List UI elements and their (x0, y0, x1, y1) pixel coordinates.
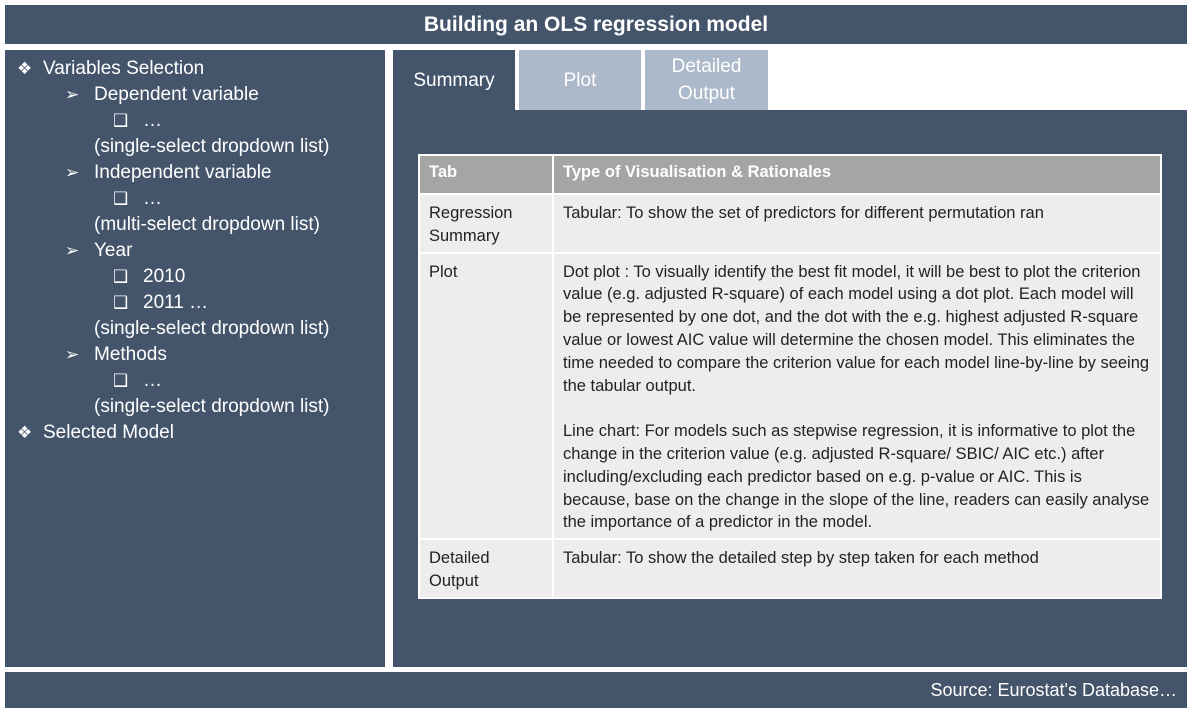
table-cell-tab: Detailed Output (419, 539, 553, 598)
dependent-variable-option-label: … (143, 110, 162, 131)
checkbox-icon[interactable]: ❑ (113, 267, 129, 286)
tab-detailed-output[interactable] (645, 50, 768, 110)
selected-model-label: Selected Model (43, 422, 174, 443)
tab-detailed-output-label: Detailed Output (671, 56, 742, 104)
table-cell-rationale (553, 539, 1161, 598)
table-cell-rationale (553, 194, 1161, 253)
rationale-paragraph: Line chart: For models such as stepwise regression, it is informative to plot the change in the criterion value (e.g. adjusted R-square/ SBIC/ AIC etc.) after including/excluding each predictor based on e.g. p-value or AIC. This is because, base on the change in the slope of the line, readers can easily analyse the importance of a predictor in the model. (563, 422, 1150, 532)
table-header-row (419, 155, 1161, 194)
independent-variable-note: (multi-select dropdown list) (94, 214, 320, 235)
year-option-label: 2010 (143, 266, 186, 287)
table-row (419, 253, 1161, 540)
methods-label: Methods (94, 344, 167, 365)
year-note: (single-select dropdown list) (94, 318, 330, 339)
rationale-paragraph: Dot plot : To visually identify the best fit model, it will be best to plot the criterion value (e.g. adjusted R-square) of each model using a dot plot. Each model will be represented by one dot, and the dot with the e.g. highest adjusted R-square value or lowest AIC value will determine the chosen model. This eliminates the time needed to compare the criterion value for each model line-by-line by seeing the tabular output. (563, 262, 1150, 395)
footer (5, 672, 1187, 708)
table-cell-tab: Plot (419, 253, 553, 540)
arrow-bullet-icon: ➢ (65, 241, 80, 260)
year-option-2010[interactable] (5, 264, 385, 290)
tab-summary[interactable]: Summary (393, 50, 515, 110)
tab-bar-filler (768, 50, 1187, 110)
methods-option-label: … (143, 370, 162, 391)
checkbox-icon[interactable]: ❑ (113, 293, 129, 312)
table-header-tab: Tab (419, 155, 553, 194)
methods-note: (single-select dropdown list) (94, 396, 330, 417)
independent-variable-item (5, 160, 385, 186)
year-label: Year (94, 240, 133, 261)
independent-variable-option-label: … (143, 188, 162, 209)
tab-bar (393, 50, 1187, 110)
arrow-bullet-icon: ➢ (65, 85, 80, 104)
variables-selection-heading (5, 56, 385, 82)
dependent-variable-note: (single-select dropdown list) (94, 136, 330, 157)
diamond-bullet-icon: ❖ (17, 423, 33, 442)
table-row (419, 194, 1161, 253)
selected-model-heading (5, 420, 385, 446)
tab-plot[interactable]: Plot (519, 50, 641, 110)
table-cell-tab: Regression Summary (419, 194, 553, 253)
variables-selection-label: Variables Selection (43, 58, 205, 79)
diamond-bullet-icon: ❖ (17, 59, 33, 78)
checkbox-icon[interactable]: ❑ (113, 189, 129, 208)
arrow-bullet-icon: ➢ (65, 345, 80, 364)
table-cell-rationale (553, 253, 1161, 540)
methods-item (5, 342, 385, 368)
dependent-variable-item (5, 82, 385, 108)
page-title: Building an OLS regression model (5, 5, 1187, 44)
checkbox-icon[interactable]: ❑ (113, 371, 129, 390)
table-header-rationale: Type of Visualisation & Rationales (553, 155, 1161, 194)
checkbox-icon[interactable]: ❑ (113, 111, 129, 130)
independent-variable-option[interactable] (5, 186, 385, 212)
dependent-variable-label: Dependent variable (94, 84, 259, 105)
independent-variable-label: Independent variable (94, 162, 272, 183)
visualisation-table (418, 154, 1162, 599)
main-panel (393, 50, 1187, 667)
rationale-paragraph: Tabular: To show the set of predictors for different permutation ran (563, 204, 1044, 222)
year-item (5, 238, 385, 264)
table-row (419, 539, 1161, 598)
methods-option[interactable] (5, 368, 385, 394)
sidebar (5, 50, 385, 667)
year-option-label: 2011 … (143, 292, 209, 313)
year-option-2011[interactable] (5, 290, 385, 316)
source-note: Source: Eurostat's Database… (930, 679, 1177, 700)
dependent-variable-option[interactable] (5, 108, 385, 134)
arrow-bullet-icon: ➢ (65, 163, 80, 182)
rationale-paragraph: Tabular: To show the detailed step by step taken for each method (563, 549, 1039, 568)
